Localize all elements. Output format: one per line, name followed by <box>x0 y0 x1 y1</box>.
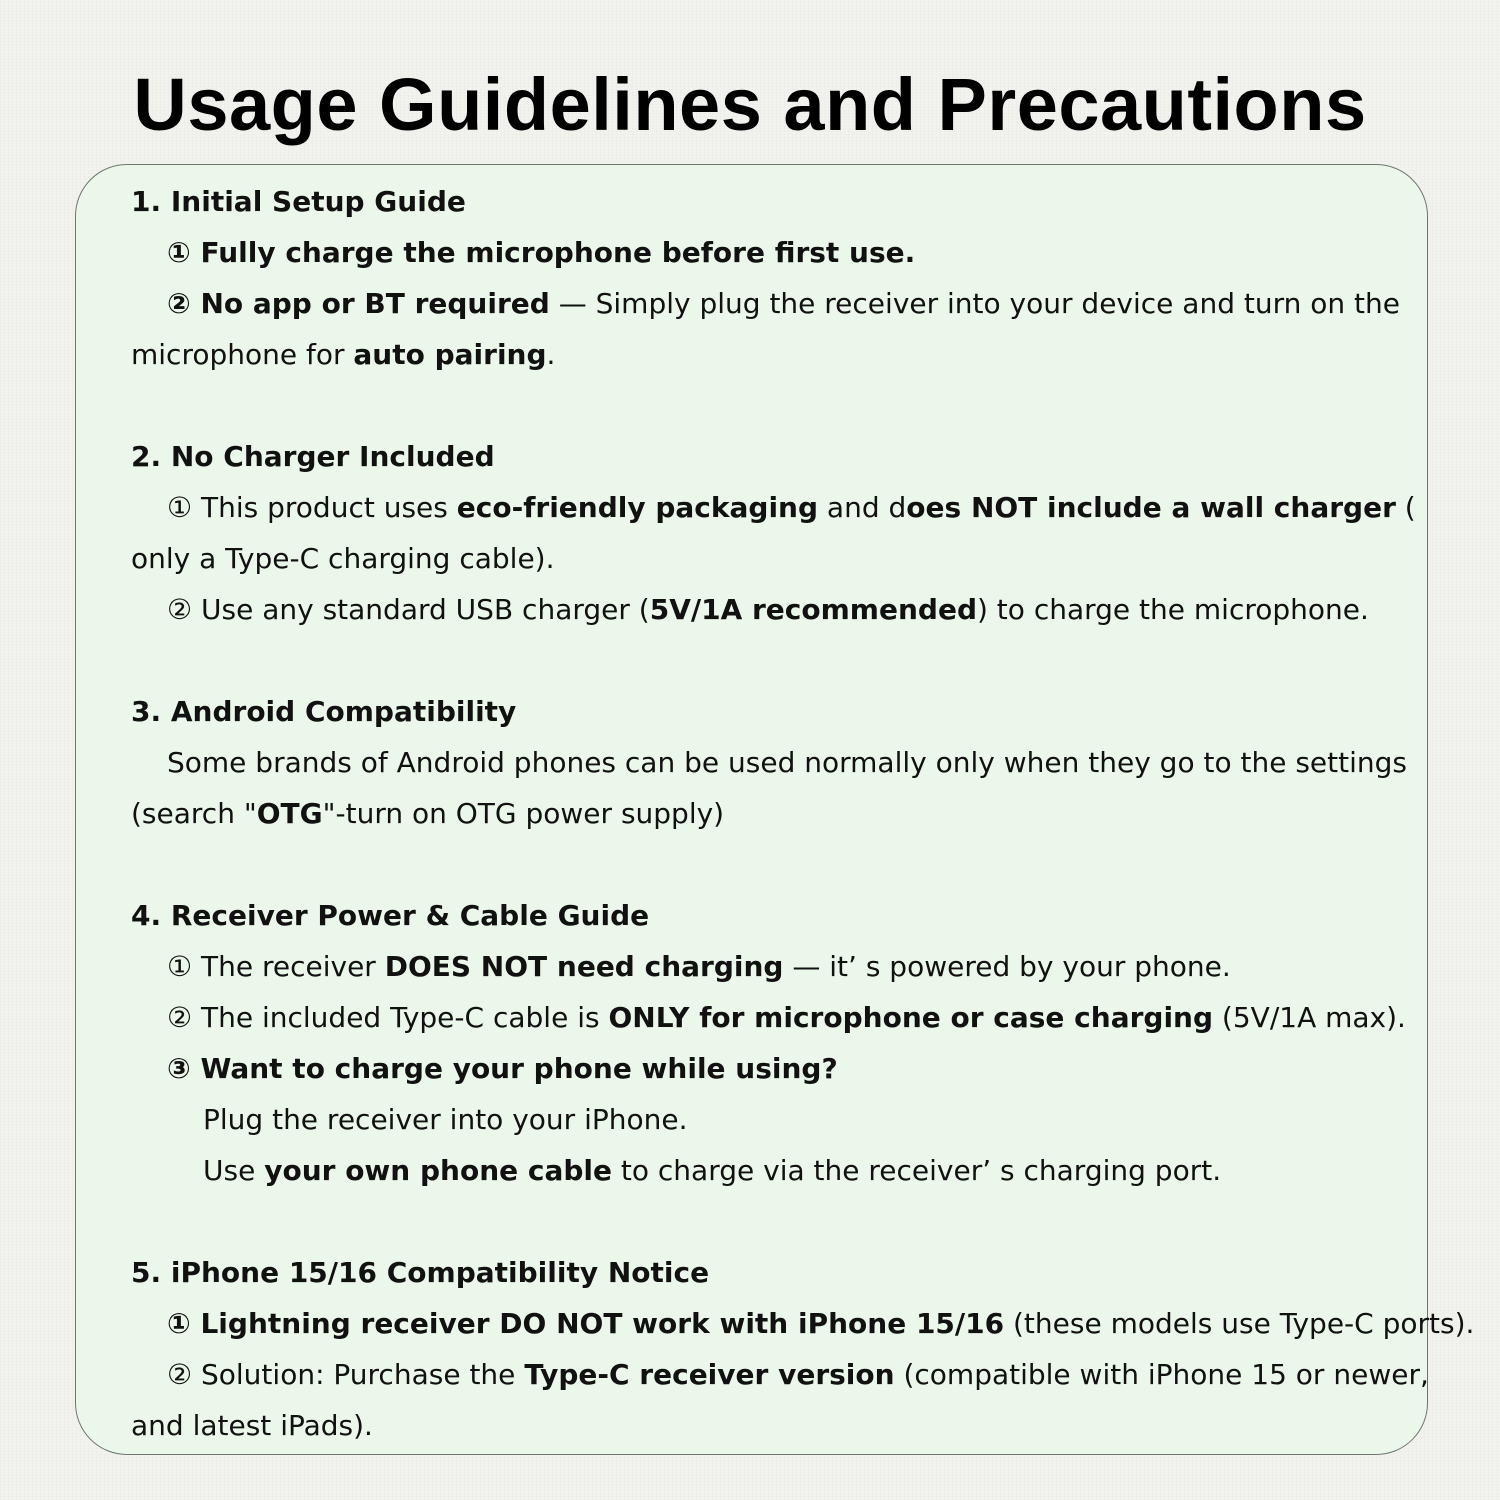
section-3-text-b: OTG <box>256 797 323 830</box>
section-2-item-2-a: ② Use any standard USB charger ( <box>167 593 650 626</box>
guidelines-content <box>131 176 1475 1451</box>
section-1-item-2-bold: ② No app or BT required <box>167 287 550 320</box>
section-4-item-1 <box>131 941 1441 992</box>
section-2-item-2-b: 5V/1A recommended <box>649 593 977 626</box>
section-1-item-1-text: ① Fully charge the microphone before first use. <box>167 236 916 269</box>
section-4-item-3-text: ③ Want to charge your phone while using? <box>167 1052 838 1085</box>
section-gap <box>131 1196 1441 1247</box>
section-5-item-2-a: ② Solution: Purchase the <box>167 1358 525 1391</box>
section-4-item-2-c: (5V/1A max). <box>1213 1001 1406 1034</box>
section-2-item-2-c: ) to charge the microphone. <box>976 593 1369 626</box>
section-4-sub-2-b: your own phone cable <box>264 1154 612 1187</box>
section-4-item-1-b: DOES NOT need charging <box>384 950 784 983</box>
section-1-heading: 1. Initial Setup Guide <box>131 185 466 218</box>
section-gap <box>131 839 1441 890</box>
section-1-item-2-bold-2: auto pairing <box>353 338 547 371</box>
section-4-item-1-a: ① The receiver <box>167 950 385 983</box>
section-2-item-2 <box>131 584 1441 635</box>
section-4-item-2 <box>131 992 1441 1043</box>
section-5-item-2-c: (compatible with iPhone 15 or newer, and latest iPads). <box>131 1358 1429 1442</box>
section-2-item-1-b: eco-friendly packaging <box>456 491 819 524</box>
section-4-item-1-c: — it’ s powered by your phone. <box>783 950 1231 983</box>
section-5-item-1 <box>131 1298 1475 1349</box>
section-4-sub-2 <box>131 1145 1441 1196</box>
section-1-item-1 <box>131 227 1441 278</box>
section-2-item-1-d: oes NOT include a wall charger <box>906 491 1396 524</box>
section-gap <box>131 635 1441 686</box>
section-4-sub-2-a: Use <box>203 1154 265 1187</box>
section-4-item-2-a: ② The included Type-C cable is <box>167 1001 609 1034</box>
section-5-item-2 <box>131 1349 1441 1451</box>
section-4-heading: 4. Receiver Power & Cable Guide <box>131 899 650 932</box>
section-3-heading: 3. Android Compatibility <box>131 695 517 728</box>
section-2-heading: 2. No Charger Included <box>131 440 495 473</box>
section-1-item-2-end: . <box>546 338 556 371</box>
section-5-item-1-a: ① Lightning receiver DO NOT work with iPhone 15/16 <box>167 1307 1005 1340</box>
section-2-item-1-a: ① This product uses <box>167 491 457 524</box>
section-5-heading: 5. iPhone 15/16 Compatibility Notice <box>131 1256 710 1289</box>
section-3-text-a: Some brands of Android phones can be used normally only when they go to the settings (search " <box>131 746 1407 830</box>
section-3-text-c: "-turn on OTG power supply) <box>322 797 725 830</box>
section-4-sub-1: Plug the receiver into your iPhone. <box>203 1103 688 1136</box>
page-title: Usage Guidelines and Precautions <box>133 63 1367 146</box>
section-4-item-2-b: ONLY for microphone or case charging <box>608 1001 1214 1034</box>
section-4-item-3 <box>131 1043 1441 1094</box>
section-4-sub-2-c: to charge via the receiver’ s charging port. <box>612 1154 1222 1187</box>
section-1-item-2-text: — Simply plug the receiver into your device and turn on the microphone for <box>131 287 1400 371</box>
section-2-item-1-c: and d <box>818 491 907 524</box>
section-5-item-2-b: Type-C receiver version <box>524 1358 895 1391</box>
section-2-item-1-e: ( only a Type-C charging cable). <box>131 491 1416 575</box>
section-2-item-1 <box>131 482 1441 584</box>
section-5-item-1-b: (these models use Type-C ports). <box>1004 1307 1475 1340</box>
section-1-item-2 <box>131 278 1441 380</box>
section-gap <box>131 380 1441 431</box>
section-3-text <box>131 737 1441 839</box>
